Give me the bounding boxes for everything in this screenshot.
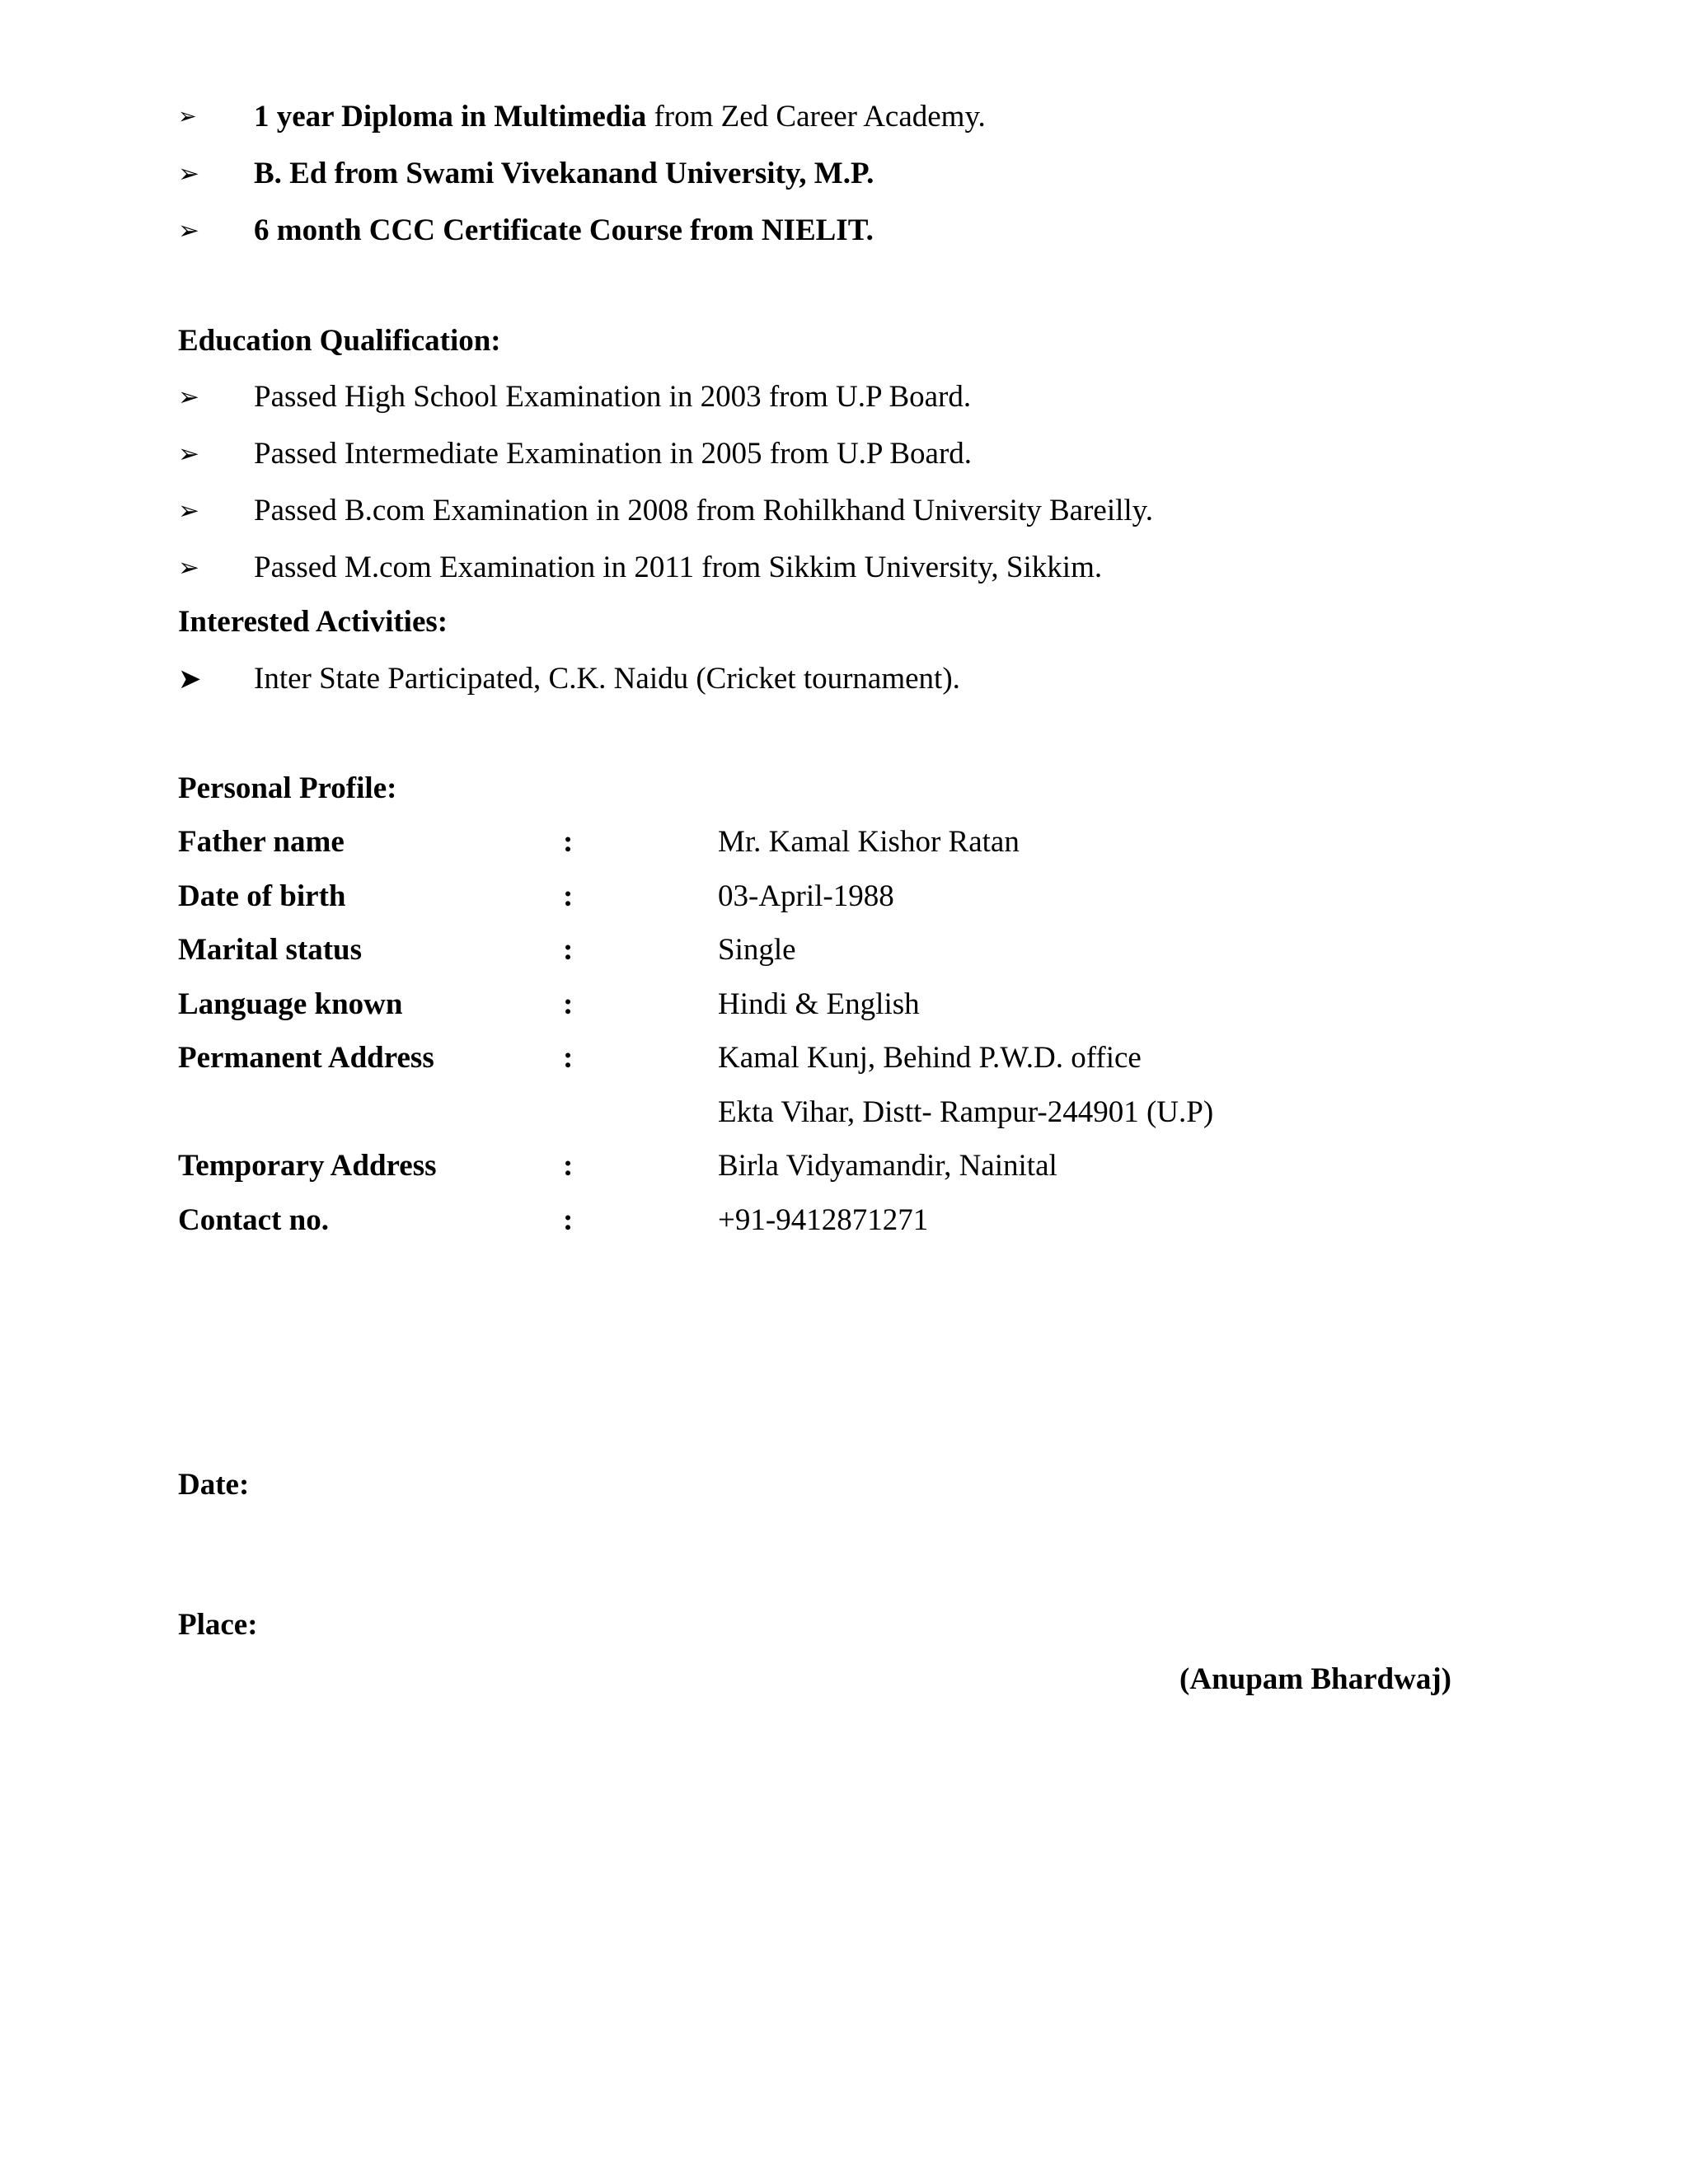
- education-heading: Education Qualification:: [178, 324, 501, 358]
- certification-detail: from Zed Career Academy.: [646, 100, 986, 134]
- profile-separator: :: [563, 825, 574, 859]
- profile-row-contact-no: [0, 1202, 1688, 1239]
- arrowhead-bullet-icon: ➢: [178, 439, 199, 469]
- profile-value: 03-April-1988: [718, 879, 894, 913]
- profile-heading: Personal Profile:: [178, 771, 397, 805]
- date-label: Date:: [178, 1468, 250, 1502]
- arrowhead-bullet-icon: ➢: [178, 496, 199, 526]
- profile-separator: :: [563, 879, 574, 913]
- profile-label: Permanent Address: [178, 1041, 434, 1075]
- profile-value: Birla Vidyamandir, Nainital: [718, 1149, 1057, 1183]
- arrowhead-bullet-icon: ➢: [178, 553, 199, 583]
- profile-row-date-of-birth: [0, 879, 1688, 915]
- arrowhead-bullet-icon: ➢: [178, 382, 199, 412]
- profile-row-permanent-address: [0, 1040, 1688, 1076]
- profile-label: Date of birth: [178, 879, 346, 913]
- resume-page: ➢ 1 year Diploma in Multimedia from Zed Career Academy. ➢ B. Ed from Swami Vivekanand University, M.P. ➢ 6 month CCC Certificate Course from NIELIT. Education Qualification: ➢ Passed High School Examination in 2003 from U.P Board. ➢ Passed Intermediate Examination in 2005 from U.P Board. ➢ Passed B.com Examination in 2008 from Rohilkhand University Bareilly. ➢ Passed M.com Examination in 2011 from Sikkim University, Sikkim. Interested Activities: ➤ Inter State Participated, C.K. Naidu (Cricket tournament). Personal Profile: Father name : Mr. Kamal Kishor Ratan Date of birth : 03-April-1988 Marital status : Single Language known : Hindi & English Permanent Address : Kamal Kunj, Behind P.W.D. office Ekta Vihar, Distt- Rampur-244901 (U.P) Temporary Address : Birla Vidyamandir, Nainital Contact no. : +91-9412871271 Date: Place: (Anupam Bhardwaj): [0, 0, 1688, 2184]
- profile-row-marital-status: [0, 932, 1688, 968]
- profile-separator: :: [563, 1149, 574, 1183]
- place-label: Place:: [178, 1608, 258, 1642]
- certification-title: 6 month CCC Certificate Course from NIELIT.: [254, 213, 874, 247]
- arrowhead-bullet-icon: ➢: [178, 104, 197, 129]
- profile-label: Language known: [178, 987, 403, 1021]
- profile-label: Temporary Address: [178, 1149, 437, 1183]
- profile-separator: :: [563, 1041, 574, 1075]
- profile-row-temporary-address: [0, 1148, 1688, 1184]
- arrowhead-bullet-icon: ➢: [178, 159, 199, 189]
- profile-row-address-continued: [0, 1094, 1688, 1131]
- profile-value: +91-9412871271: [718, 1203, 929, 1237]
- profile-value: Single: [718, 933, 796, 967]
- profile-value: Ekta Vihar, Distt- Rampur-244901 (U.P): [718, 1095, 1214, 1129]
- profile-value: Mr. Kamal Kishor Ratan: [718, 825, 1020, 859]
- certification-title: B. Ed from Swami Vivekanand University, M.P.: [254, 157, 874, 190]
- profile-separator: :: [563, 933, 574, 967]
- profile-value: Hindi & English: [718, 987, 920, 1021]
- profile-label: Contact no.: [178, 1203, 329, 1237]
- profile-separator: :: [563, 1203, 574, 1237]
- profile-value: Kamal Kunj, Behind P.W.D. office: [718, 1041, 1142, 1075]
- profile-row-father-name: [0, 824, 1688, 860]
- signature-name: (Anupam Bhardwaj): [1179, 1662, 1451, 1696]
- activities-heading: Interested Activities:: [178, 605, 448, 639]
- certification-title: 1 year Diploma in Multimedia: [254, 100, 647, 134]
- profile-separator: :: [563, 987, 574, 1021]
- arrowhead-bullet-icon: ➤: [178, 663, 202, 696]
- profile-label: Father name: [178, 825, 345, 859]
- profile-row-language-known: [0, 987, 1688, 1023]
- arrowhead-bullet-icon: ➢: [178, 216, 199, 246]
- profile-label: Marital status: [178, 933, 362, 967]
